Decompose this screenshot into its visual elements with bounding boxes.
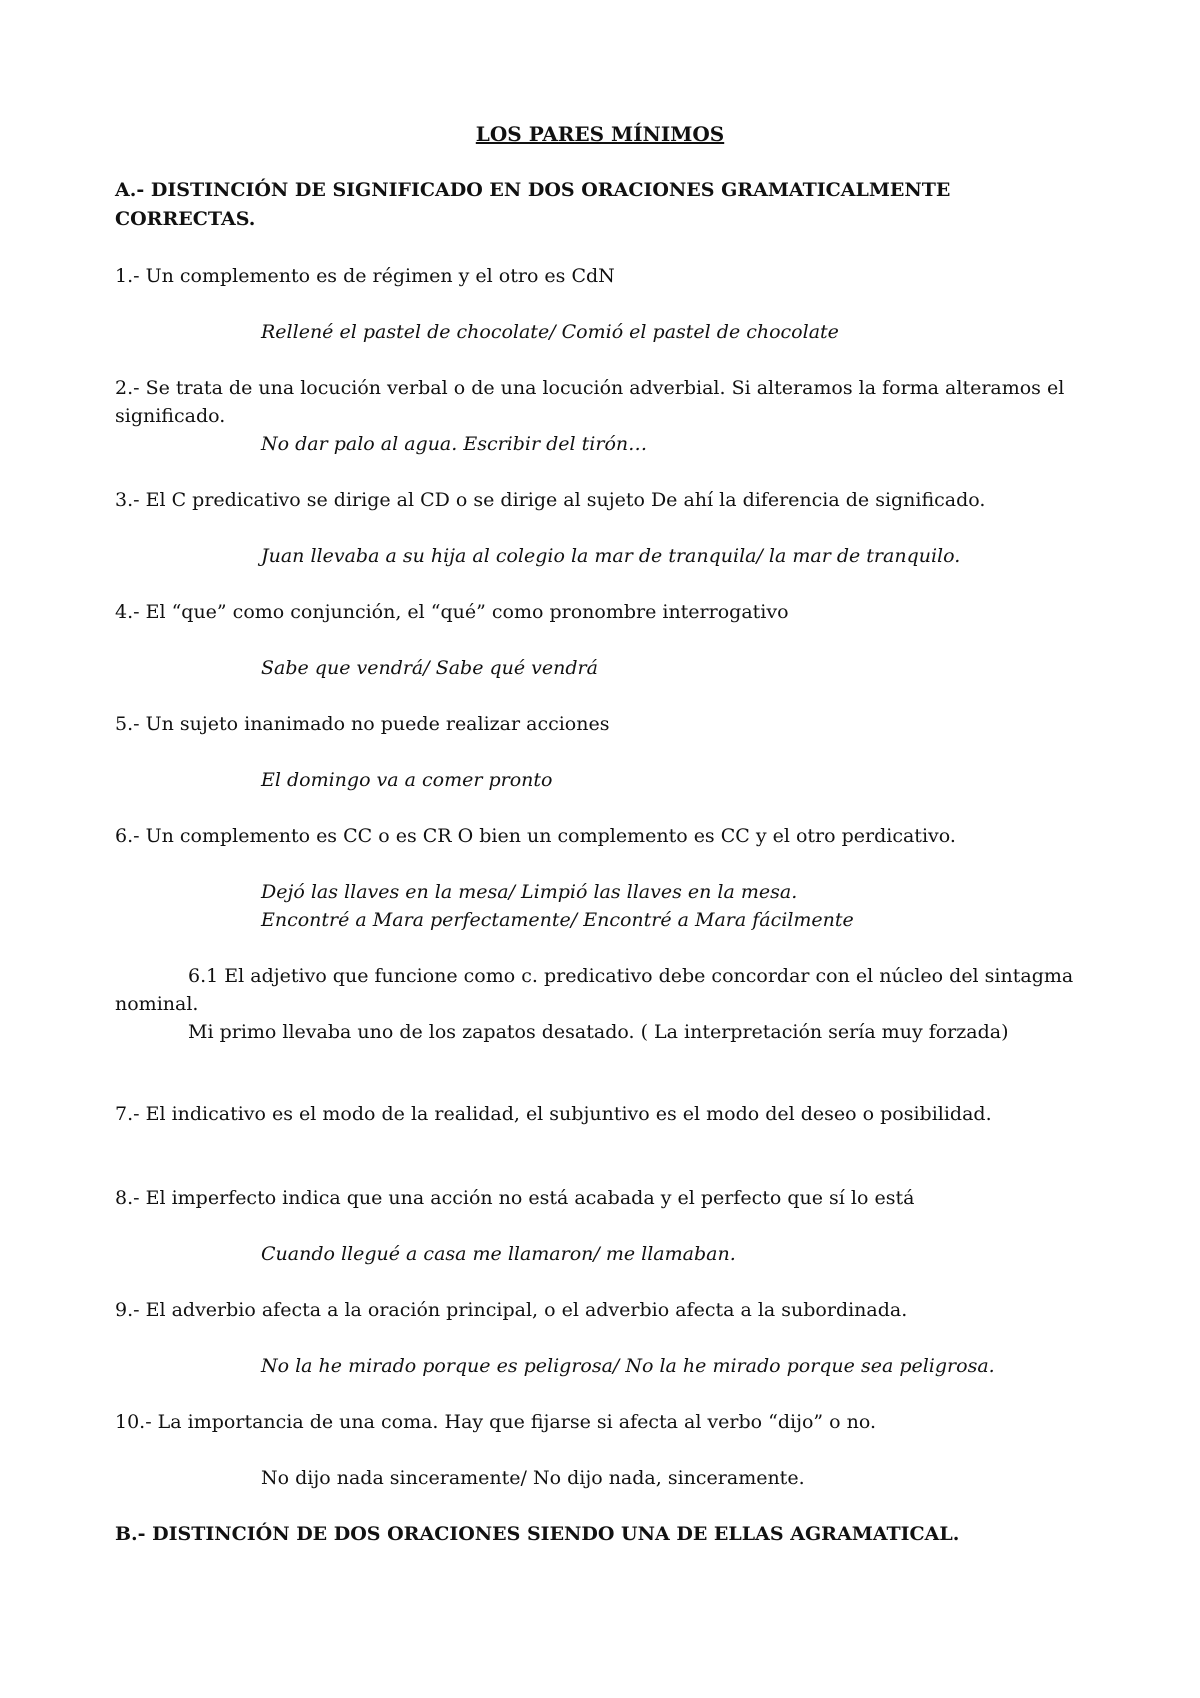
item-8-example: Cuando llegué a casa me llamaron/ me llamaban. [261,1243,736,1265]
item-9-text: 9.- El adverbio afecta a la oración principal, o el adverbio afecta a la subordinada. [115,1299,908,1321]
item-6-sub-line1: 6.1 El adjetivo que funcione como c. predicativo debe concordar con el núcleo del sintagma [188,965,1074,987]
section-b-heading: B.- DISTINCIÓN DE DOS ORACIONES SIENDO UNA DE ELLAS AGRAMATICAL. [115,1523,960,1545]
section-a-heading-line2: CORRECTAS. [115,208,256,230]
item-1-text: 1.- Un complemento es de régimen y el otro es CdN [115,265,615,287]
item-8-text: 8.- El imperfecto indica que una acción no está acabada y el perfecto que sí lo está [115,1187,915,1209]
item-3-example: Juan llevaba a su hija al colegio la mar de tranquila/ la mar de tranquilo. [261,545,961,567]
item-2-text-line2: significado. [115,405,226,427]
item-5-example: El domingo va a comer pronto [261,769,553,791]
item-6-sub-line2: nominal. [115,993,199,1015]
item-6-sub-example: Mi primo llevaba uno de los zapatos desatado. ( La interpretación sería muy forzada) [188,1021,1009,1043]
item-4-text: 4.- El “que” como conjunción, el “qué” como pronombre interrogativo [115,601,789,623]
item-2-text-line1: 2.- Se trata de una locución verbal o de una locución adverbial. Si alteramos la forma alteramos el [115,377,1065,399]
item-6-example-line1: Dejó las llaves en la mesa/ Limpió las llaves en la mesa. [261,881,798,903]
item-1-example: Rellené el pastel de chocolate/ Comió el pastel de chocolate [261,321,839,343]
item-4-example: Sabe que vendrá/ Sabe qué vendrá [261,657,598,679]
item-6-example-line2: Encontré a Mara perfectamente/ Encontré a Mara fácilmente [261,909,854,931]
item-7-text: 7.- El indicativo es el modo de la realidad, el subjuntivo es el modo del deseo o posibilidad. [115,1103,992,1125]
item-10-example: No dijo nada sinceramente/ No dijo nada, sinceramente. [261,1467,805,1489]
item-2-example: No dar palo al agua. Escribir del tirón… [261,433,648,455]
item-10-text: 10.- La importancia de una coma. Hay que fijarse si afecta al verbo “dijo” o no. [115,1411,877,1433]
section-a-heading-line1: A.- DISTINCIÓN DE SIGNIFICADO EN DOS ORACIONES GRAMATICALMENTE [115,179,951,201]
item-5-text: 5.- Un sujeto inanimado no puede realizar acciones [115,713,610,735]
item-6-text: 6.- Un complemento es CC o es CR O bien un complemento es CC y el otro perdicativo. [115,825,956,847]
item-9-example: No la he mirado porque es peligrosa/ No la he mirado porque sea peligrosa. [261,1355,995,1377]
item-3-text: 3.- El C predicativo se dirige al CD o se dirige al sujeto De ahí la diferencia de significado. [115,489,986,511]
page-title: LOS PARES MÍNIMOS [475,122,725,146]
